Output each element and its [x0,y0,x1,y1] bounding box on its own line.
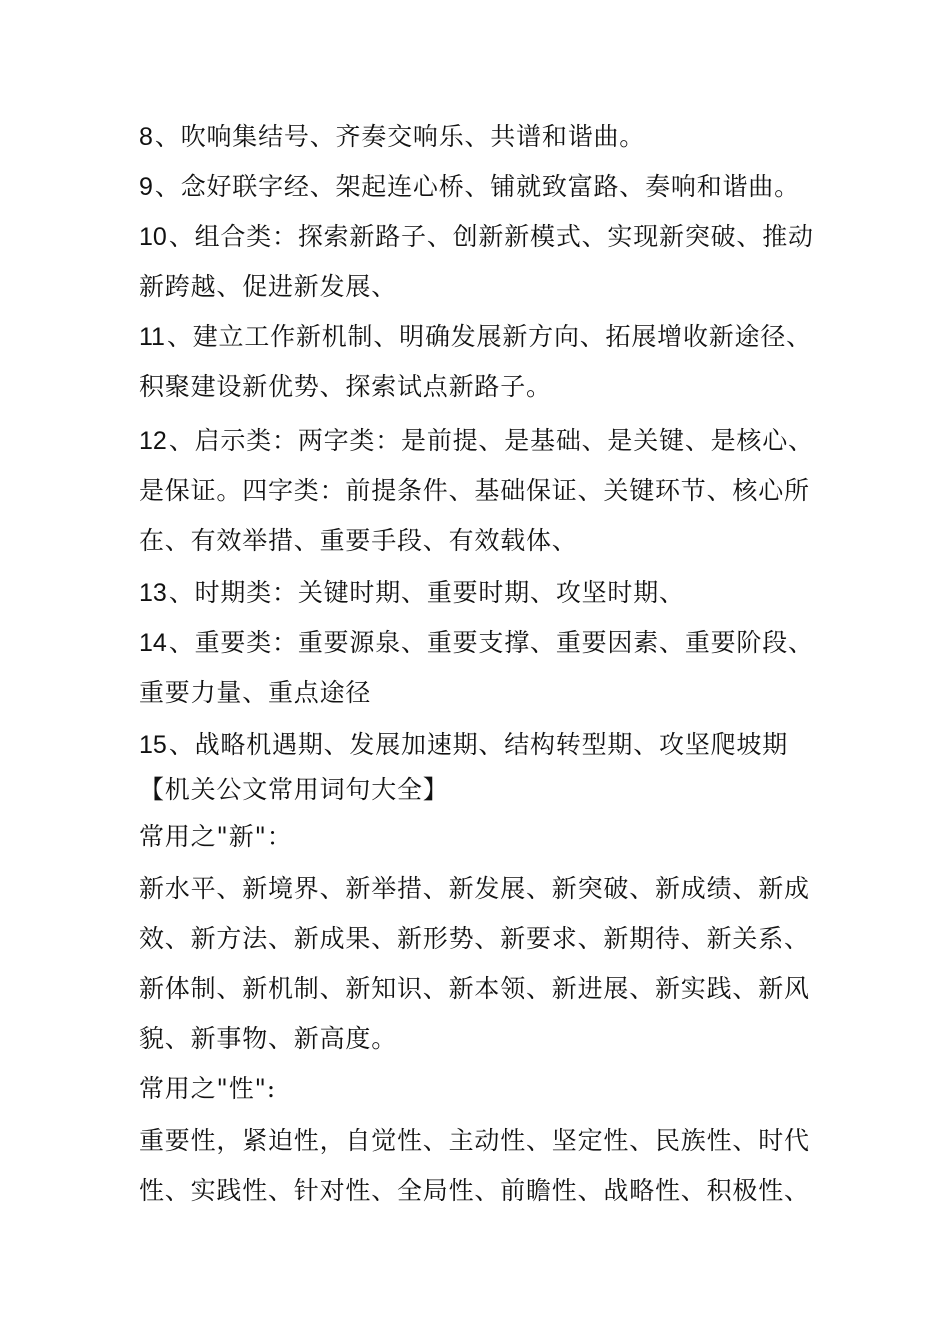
paragraph-13-line-1 [139,568,824,618]
paragraph-8-text: 、吹响集结号、齐奏交响乐、共谱和谐曲。 [154,122,646,151]
paragraph-13-number: 13 [139,579,167,607]
paragraph-10-line-1 [139,212,824,262]
paragraph-8 [139,112,824,162]
section-heading-text: 【机关公文常用词句大全】 [139,775,449,804]
paragraph-11-number: 11 [139,323,165,351]
paragraph-13 [139,568,824,618]
section-heading [139,768,824,812]
paragraph-8-line-1 [139,112,824,162]
section-new-line-1: 新水平、新境界、新举措、新发展、新突破、新成绩、新成 [139,874,810,903]
section-new-body [139,864,824,1064]
paragraph-9-line-1 [139,162,824,212]
paragraph-15 [139,720,824,770]
section-xing-line-1: 重要性，紧迫性，自觉性、主动性、坚定性、民族性、时代 [139,1126,810,1155]
paragraph-13-text: 、时期类：关键时期、重要时期、攻坚时期、 [168,578,685,607]
paragraph-12-line-1 [139,416,824,466]
paragraph-10-text-1: 、组合类：探索新路子、创新新模式、实现新突破、推动 [168,222,814,251]
section-new-title-text: 常用之"新"： [139,822,293,851]
paragraph-14-number: 14 [139,629,167,657]
paragraph-10-line-2: 新跨越、促进新发展、 [139,272,398,301]
section-new-title [139,812,824,862]
paragraph-14 [139,618,824,718]
section-new-line-4: 貌、新事物、新高度。 [139,1024,398,1053]
paragraph-12-text-1: 、启示类：两字类：是前提、是基础、是关键、是核心、 [168,426,814,455]
paragraph-14-line-2: 重要力量、重点途径 [139,678,372,707]
section-xing-title [139,1064,824,1114]
paragraph-15-number: 15 [139,731,167,759]
section-xing-title-text: 常用之"性": [139,1074,277,1103]
paragraph-12 [139,416,824,566]
paragraph-9-text: 、念好联字经、架起连心桥、铺就致富路、奏响和谐曲。 [154,172,800,201]
paragraph-10-number: 10 [139,223,167,251]
document-content [139,112,824,1216]
paragraph-11-text-1: 、建立工作新机制、明确发展新方向、拓展增收新途径、 [166,322,812,351]
paragraph-9 [139,162,824,212]
paragraph-11 [139,312,824,412]
paragraph-12-line-2: 是保证。四字类：前提条件、基础保证、关键环节、核心所 [139,476,810,505]
paragraph-10 [139,212,824,312]
paragraph-11-line-2: 积聚建设新优势、探索试点新路子。 [139,372,552,401]
paragraph-12-line-3: 在、有效举措、重要手段、有效载体、 [139,526,578,555]
paragraph-14-text-1: 、重要类：重要源泉、重要支撑、重要因素、重要阶段、 [168,628,814,657]
paragraph-8-number: 8 [139,123,153,151]
section-xing-body [139,1116,824,1216]
paragraph-15-text: 、战略机遇期、发展加速期、结构转型期、攻坚爬坡期 [168,730,789,759]
paragraph-9-number: 9 [139,173,153,201]
paragraph-15-line-1 [139,720,824,770]
section-new-line-3: 新体制、新机制、新知识、新本领、新进展、新实践、新风 [139,974,810,1003]
section-xing-line-2: 性、实践性、针对性、全局性、前瞻性、战略性、积极性、 [139,1176,810,1205]
section-new-line-2: 效、新方法、新成果、新形势、新要求、新期待、新关系、 [139,924,810,953]
paragraph-12-number: 12 [139,427,167,455]
paragraph-11-line-1 [139,312,824,362]
paragraph-14-line-1 [139,618,824,668]
